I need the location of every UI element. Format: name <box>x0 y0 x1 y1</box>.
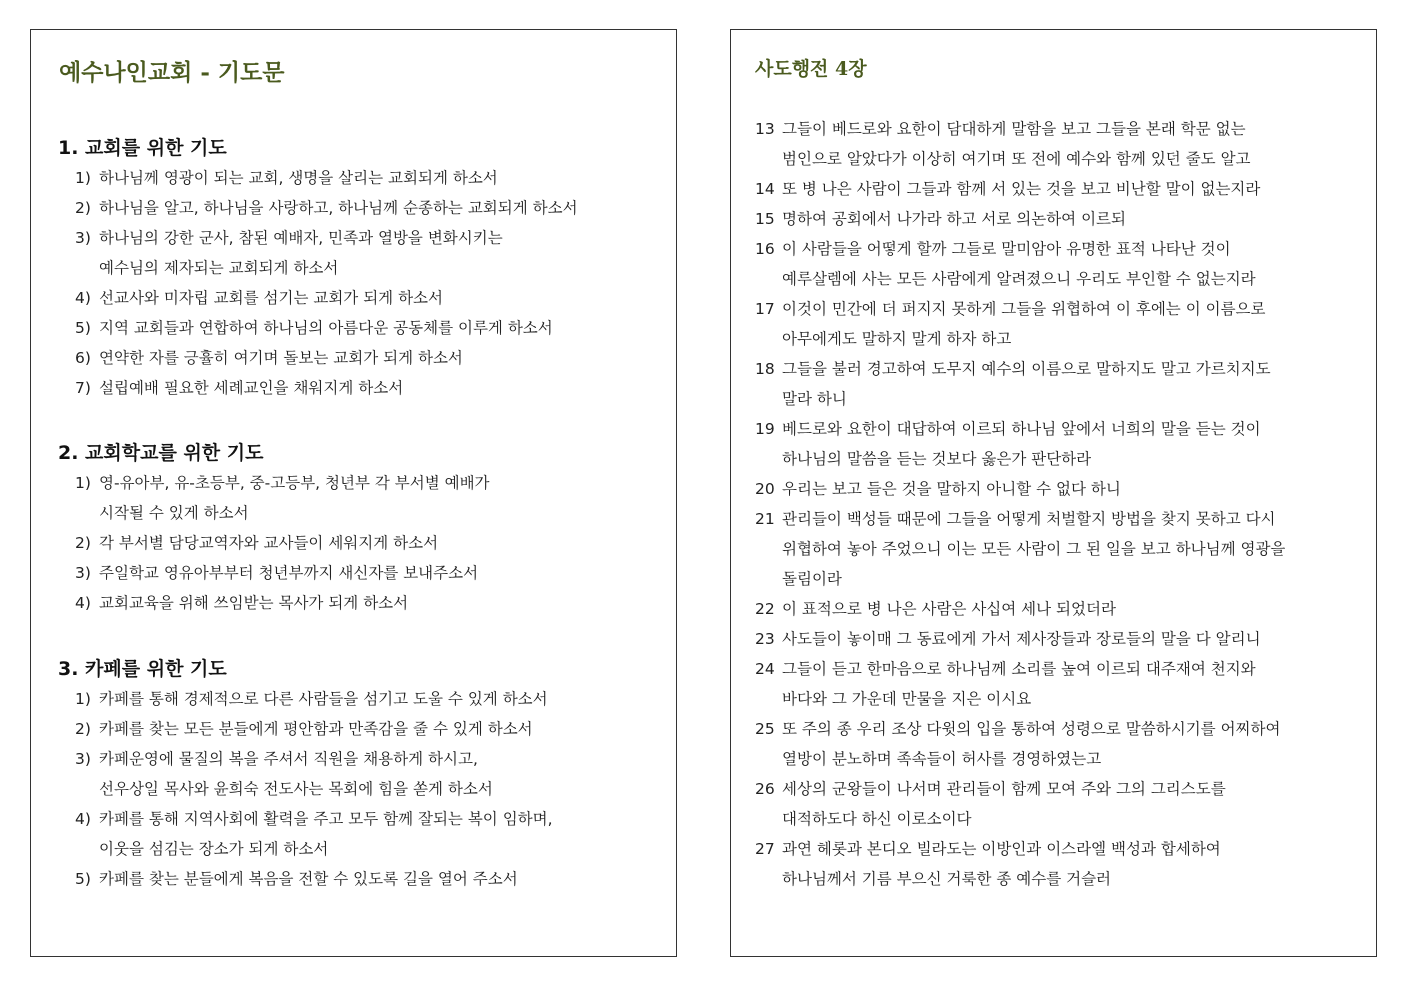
item-number: 7) <box>75 379 91 397</box>
verse-text: 또 주의 종 우리 조상 다윗의 입을 통하여 성령으로 말씀하시기를 어찌하여 <box>782 720 1281 738</box>
item-number: 2) <box>75 534 91 552</box>
verse-number: 26 <box>755 780 775 798</box>
prayer-section <box>58 133 578 403</box>
verse-number: 14 <box>755 180 775 198</box>
item-text-continued: 선우상일 목사와 윤희숙 전도사는 목회에 힘을 쏟게 하소서 <box>99 780 493 798</box>
verse-text-continued: 범인으로 알았다가 이상히 여기며 또 전에 예수와 함께 있던 줄도 알고 <box>782 150 1251 168</box>
verse <box>755 294 1285 354</box>
verse-text-continued: 하나님께서 기름 부으신 거룩한 종 예수를 거슬러 <box>782 870 1112 888</box>
item-number: 5) <box>75 870 91 888</box>
verse <box>755 174 1285 204</box>
item-number: 1) <box>75 690 91 708</box>
item-text: 교회교육을 위해 쓰임받는 목사가 되게 하소서 <box>99 594 409 612</box>
item-number: 3) <box>75 229 91 247</box>
item-text: 연약한 자를 긍휼히 여기며 돌보는 교회가 되게 하소서 <box>99 349 463 367</box>
item-text: 각 부서별 담당교역자와 교사들이 세워지게 하소서 <box>99 534 439 552</box>
item-number: 5) <box>75 319 91 337</box>
prayer-item <box>58 588 449 618</box>
verse-number: 22 <box>755 600 775 618</box>
item-text: 카페를 찾는 모든 분들에게 평안함과 만족감을 줄 수 있게 하소서 <box>99 720 533 738</box>
item-number: 3) <box>75 564 91 582</box>
item-text: 지역 교회들과 연합하여 하나님의 아름다운 공동체를 이루게 하소서 <box>99 319 553 337</box>
verse-text-continued: 위협하여 놓아 주었으니 이는 모든 사람이 그 된 일을 보고 하나님께 영광을 <box>782 540 1286 558</box>
verse-text-continued: 예루살렘에 사는 모든 사람에게 알려졌으니 우리도 부인할 수 없는지라 <box>782 270 1256 288</box>
item-text: 카페를 찾는 분들에게 복음을 전할 수 있도록 길을 열어 주소서 <box>99 870 518 888</box>
section-heading: 3. 카페를 위한 기도 <box>58 658 227 680</box>
verse <box>755 654 1285 714</box>
verse <box>755 624 1285 654</box>
prayer-panel <box>30 29 677 957</box>
verse-text: 세상의 군왕들이 나서며 관리들이 함께 모여 주와 그의 그리스도를 <box>782 780 1226 798</box>
verse-text: 그들이 베드로와 요한이 담대하게 말함을 보고 그들을 본래 학문 없는 <box>782 120 1246 138</box>
item-number: 1) <box>75 474 91 492</box>
prayer-item <box>58 283 537 313</box>
prayer-section <box>58 438 490 618</box>
prayer-item <box>58 313 553 343</box>
verse <box>755 474 1285 504</box>
verse-text-continued: 바다와 그 가운데 만물을 지은 이시요 <box>782 690 1032 708</box>
verse <box>755 834 1285 894</box>
prayer-section <box>58 654 553 894</box>
verse-number: 23 <box>755 630 775 648</box>
prayer-item <box>58 684 548 714</box>
prayer-item <box>58 193 578 223</box>
prayer-item <box>58 373 537 403</box>
verse-number: 16 <box>755 240 775 258</box>
verse-number: 20 <box>755 480 775 498</box>
item-text: 주일학교 영유아부부터 청년부까지 새신자를 보내주소서 <box>99 564 479 582</box>
item-number: 4) <box>75 289 91 307</box>
item-number: 2) <box>75 199 91 217</box>
item-text: 하나님의 강한 군사, 참된 예배자, 민족과 열방을 변화시키는 <box>99 229 503 247</box>
verse-text: 그들이 듣고 한마음으로 하나님께 소리를 높여 이르되 대주재여 천지와 <box>782 660 1256 678</box>
item-number: 1) <box>75 169 91 187</box>
prayer-item <box>58 864 518 894</box>
verse-number: 15 <box>755 210 775 228</box>
verse-text: 관리들이 백성들 때문에 그들을 어떻게 처벌할지 방법을 찾지 못하고 다시 <box>782 510 1276 528</box>
verse-text-continued: 말라 하니 <box>782 390 847 408</box>
item-number: 4) <box>75 594 91 612</box>
prayer-item <box>58 528 449 558</box>
verse-text: 이것이 민간에 더 퍼지지 못하게 그들을 위협하여 이 후에는 이 이름으로 <box>782 300 1266 318</box>
item-text: 선교사와 미자립 교회를 섬기는 교회가 되게 하소서 <box>99 289 443 307</box>
item-text-continued: 시작될 수 있게 하소서 <box>99 504 249 522</box>
item-number: 6) <box>75 349 91 367</box>
item-text-continued: 이웃을 섬김는 장소가 되게 하소서 <box>99 840 329 858</box>
verse <box>755 204 1285 234</box>
verse-text: 또 병 나은 사람이 그들과 함께 서 있는 것을 보고 비난할 말이 없는지라 <box>782 180 1261 198</box>
section-heading: 1. 교회를 위한 기도 <box>58 137 227 159</box>
verse-text: 사도들이 놓이매 그 동료에게 가서 제사장들과 장로들의 말을 다 알리니 <box>782 630 1261 648</box>
verse-number: 21 <box>755 510 775 528</box>
verse <box>755 594 1285 624</box>
verse-number: 24 <box>755 660 775 678</box>
prayer-item <box>58 223 537 283</box>
verse-text: 명하여 공회에서 나가라 하고 서로 의논하여 이르되 <box>782 210 1126 228</box>
verse <box>755 414 1285 474</box>
prayer-item <box>58 343 537 373</box>
verse-text-continued: 열방이 분노하며 족속들이 허사를 경영하였는고 <box>782 750 1102 768</box>
prayer-item <box>58 468 490 528</box>
verse-number: 25 <box>755 720 775 738</box>
verse-list <box>755 114 1285 894</box>
section-heading: 2. 교회학교를 위한 기도 <box>58 442 264 464</box>
item-text: 설립예배 필요한 세례교인을 채워지게 하소서 <box>99 379 404 397</box>
verse-number: 27 <box>755 840 775 858</box>
verse <box>755 234 1285 294</box>
item-text: 영-유아부, 유-초등부, 중-고등부, 청년부 각 부서별 예배가 <box>99 474 490 492</box>
verse <box>755 774 1285 834</box>
verse-number: 18 <box>755 360 775 378</box>
verse <box>755 504 1285 594</box>
verse-number: 13 <box>755 120 775 138</box>
prayer-title: 예수나인교회 - 기도문 <box>59 59 285 86</box>
verse-text: 이 사람들을 어떻게 할까 그들로 말미암아 유명한 표적 나타난 것이 <box>782 240 1231 258</box>
verse-text: 이 표적으로 병 나은 사람은 사십여 세나 되었더라 <box>782 600 1116 618</box>
verse-text-continued: 돌림이라 <box>782 570 842 588</box>
item-text: 하나님께 영광이 되는 교회, 생명을 살리는 교회되게 하소서 <box>99 169 498 187</box>
prayer-item <box>58 163 537 193</box>
item-text: 카페운영에 물질의 복을 주셔서 직원을 채용하게 하시고, <box>99 750 478 768</box>
verse-number: 19 <box>755 420 775 438</box>
item-text-continued: 예수님의 제자되는 교회되게 하소서 <box>99 259 339 277</box>
item-text: 하나님을 알고, 하나님을 사랑하고, 하나님께 순종하는 교회되게 하소서 <box>99 199 578 217</box>
item-text: 카페를 통해 지역사회에 활력을 주고 모두 함께 잘되는 복이 임하며, <box>99 810 553 828</box>
item-text: 카페를 통해 경제적으로 다른 사람들을 섬기고 도울 수 있게 하소서 <box>99 690 548 708</box>
verse-text: 베드로와 요한이 대답하여 이르되 하나님 앞에서 너희의 말을 듣는 것이 <box>782 420 1261 438</box>
prayer-item <box>58 558 479 588</box>
prayer-item <box>58 804 553 864</box>
scripture-panel <box>730 29 1377 957</box>
item-number: 3) <box>75 750 91 768</box>
scripture-title: 사도행전 4장 <box>755 58 867 80</box>
verse-text: 우리는 보고 들은 것을 말하지 아니할 수 없다 하니 <box>782 480 1121 498</box>
verse <box>755 354 1285 414</box>
prayer-item <box>58 714 533 744</box>
prayer-item <box>58 744 512 804</box>
verse-text: 그들을 불러 경고하여 도무지 예수의 이름으로 말하지도 말고 가르치지도 <box>782 360 1271 378</box>
verse-text-continued: 대적하도다 하신 이로소이다 <box>782 810 972 828</box>
verse <box>755 114 1285 174</box>
verse-number: 17 <box>755 300 775 318</box>
verse-text-continued: 아무에게도 말하지 말게 하자 하고 <box>782 330 1012 348</box>
verse-text: 과연 헤롯과 본디오 빌라도는 이방인과 이스라엘 백성과 합세하여 <box>782 840 1221 858</box>
item-number: 2) <box>75 720 91 738</box>
verse <box>755 714 1285 774</box>
item-number: 4) <box>75 810 91 828</box>
verse-text-continued: 하나님의 말씀을 듣는 것보다 옳은가 판단하라 <box>782 450 1092 468</box>
